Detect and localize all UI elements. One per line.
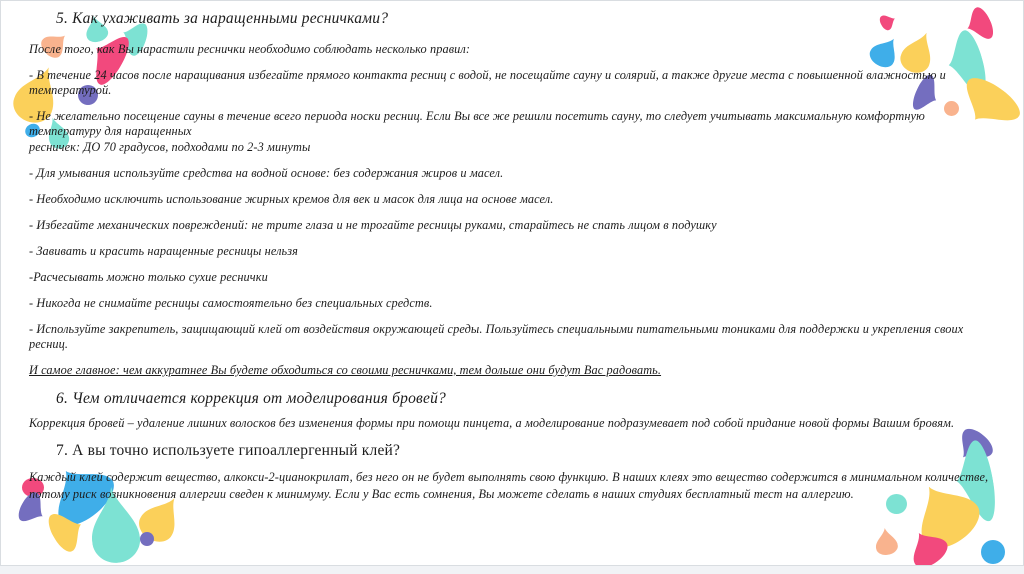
- question-5-heading: 5. Как ухаживать за наращенными ресничками?: [56, 10, 389, 27]
- question-6-heading: 6. Чем отличается коррекция от моделирования бровей?: [56, 390, 446, 407]
- slide-text: [29, 9, 997, 512]
- rule-item: - Используйте закрепитель, защищающий клей от воздействия окружающей среды. Пользуйтесь специальными питательными тониками для поддержки и укрепления своих ресниц.: [29, 322, 964, 351]
- rule-item: - Не желательно посещение сауны в течение всего периода носки ресниц. Если Вы все же решили посетить сауну, то следует учитывать максимальную комфортную температуру для наращенных: [29, 109, 925, 138]
- rule-item-continuation: ресничек: ДО 70 градусов, подходами по 2-3 минуты: [29, 140, 311, 154]
- rule-item: - В течение 24 часов после наращивания избегайте прямого контакта ресниц с водой, не посещайте сауну и солярий, а также другие места с повышенной влажностью и температурой.: [29, 68, 946, 97]
- intro-text: После того, как Вы нарастили реснички необходимо соблюдать несколько правил:: [29, 42, 471, 56]
- rule-item: - Для умывания используйте средства на водной основе: без содержания жиров и масел.: [29, 166, 504, 180]
- rule-item: - Никогда не снимайте ресницы самостоятельно без специальных средств.: [29, 296, 433, 310]
- rule-item: - Необходимо исключить использование жирных кремов для век и масок для лица на основе масел.: [29, 192, 554, 206]
- question-7-answer: Каждый клей содержит вещество, алкокси-2-цианокрилат, без него он не будет выполнять свою функцию. В наших клеях это вещество содержится в минимальном количестве, потому риск возникновения аллергии сведен к минимуму. Если у Вас есть сомнения, Вы можете сделать в наших студиях бесплатный тест на аллергию.: [29, 470, 989, 501]
- rule-item: - Завивать и красить наращенные ресницы нельзя: [29, 244, 298, 258]
- question-6-answer: Коррекция бровей – удаление лишних волосков без изменения формы при помощи пинцета, а моделирование подразумевает под собой придание новой формы Вашим бровям.: [29, 416, 955, 430]
- blue-dot: [981, 540, 1005, 564]
- final-note: И самое главное: чем аккуратнее Вы будете обходиться со своими ресничками, тем дольше они будут Вас радовать.: [29, 363, 662, 377]
- rule-item: -Расчесывать можно только сухие реснички: [29, 270, 268, 284]
- purple-dot: [140, 532, 154, 546]
- orange-petal: [873, 526, 899, 556]
- question-7-heading: 7. А вы точно используете гипоаллергенный клей?: [56, 442, 401, 459]
- rule-item: - Избегайте механических повреждений: не трите глаза и не трогайте ресницы руками, старайтесь не спать лицом в подушку: [29, 218, 717, 232]
